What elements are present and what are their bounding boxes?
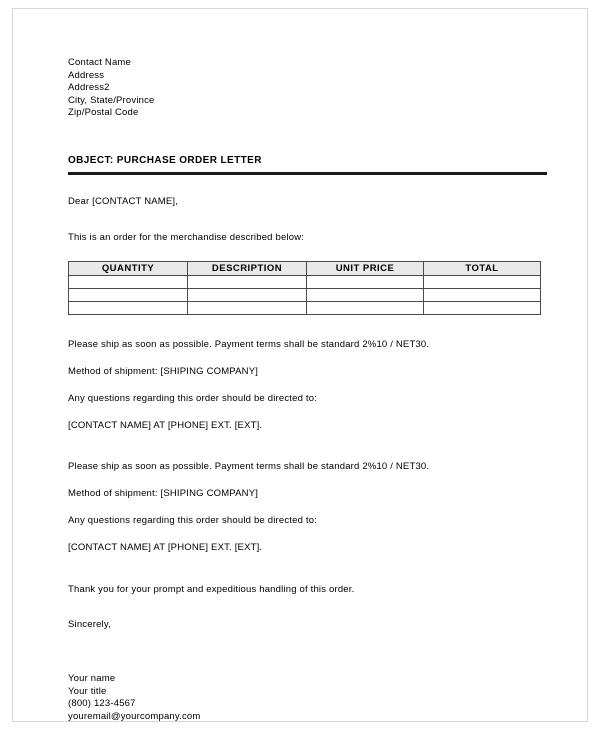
recipient-address-line: Address [68,69,105,81]
table-row [69,288,541,301]
cell-total[interactable] [424,275,541,288]
closing-thanks-line: Thank you for your prompt and expeditious handling of this order. [68,583,355,595]
column-header-quantity: QUANTITY [69,261,188,275]
questions-intro-line: Any questions regarding this order should be directed to: [68,514,318,526]
recipient-address-line: Contact Name [68,57,132,68]
signature-email-line: youremail@yourcompany.com [68,710,201,722]
shipping-terms-line: Please ship as soon as possible. Payment terms shall be standard 2%10 / NET30. [68,460,430,472]
order-table [68,261,541,315]
cell-quantity[interactable] [69,275,188,288]
recipient-address-line: Address2 [68,82,110,94]
table-row [69,275,541,288]
cell-total[interactable] [424,301,541,314]
salutation: Dear [CONTACT NAME], [68,195,179,207]
intro-line: This is an order for the merchandise described below: [68,231,305,243]
contact-reference-line: [CONTACT NAME] AT [PHONE] EXT. [EXT]. [68,541,263,553]
cell-description[interactable] [188,301,307,314]
signature-phone-line: (800) 123-4567 [68,698,136,710]
questions-intro-line: Any questions regarding this order should be directed to: [68,392,318,404]
recipient-address-line: Zip/Postal Code [68,107,139,119]
table-row [69,301,541,314]
closing-sincerely-line: Sincerely, [68,618,111,630]
method-of-shipment-line: Method of shipment: [SHIPING COMPANY] [68,487,259,499]
cell-quantity[interactable] [69,288,188,301]
recipient-address-block [68,57,558,120]
column-header-description: DESCRIPTION [188,261,307,275]
signature-block [68,673,558,723]
cell-unit-price[interactable] [307,288,424,301]
cell-description[interactable] [188,288,307,301]
cell-unit-price[interactable] [307,275,424,288]
column-header-unit-price: UNIT PRICE [307,261,424,275]
object-divider-rule [68,172,547,175]
document-body [68,57,558,723]
cell-quantity[interactable] [69,301,188,314]
shipping-terms-line: Please ship as soon as possible. Payment terms shall be standard 2%10 / NET30. [68,338,430,350]
order-table-body [69,275,541,314]
object-heading: OBJECT: PURCHASE ORDER LETTER [68,154,262,166]
cell-total[interactable] [424,288,541,301]
table-header-row [69,261,541,275]
recipient-address-line: City, State/Province [68,94,155,106]
signature-title-line: Your title [68,685,107,697]
instruction-block-one [68,339,558,431]
document-page [12,8,588,722]
column-header-total: TOTAL [424,261,541,275]
contact-reference-line: [CONTACT NAME] AT [PHONE] EXT. [EXT]. [68,419,263,431]
cell-unit-price[interactable] [307,301,424,314]
instruction-block-two [68,461,558,553]
order-table-header [69,261,541,275]
signature-name-line: Your name [68,672,116,684]
cell-description[interactable] [188,275,307,288]
method-of-shipment-line: Method of shipment: [SHIPING COMPANY] [68,365,259,377]
